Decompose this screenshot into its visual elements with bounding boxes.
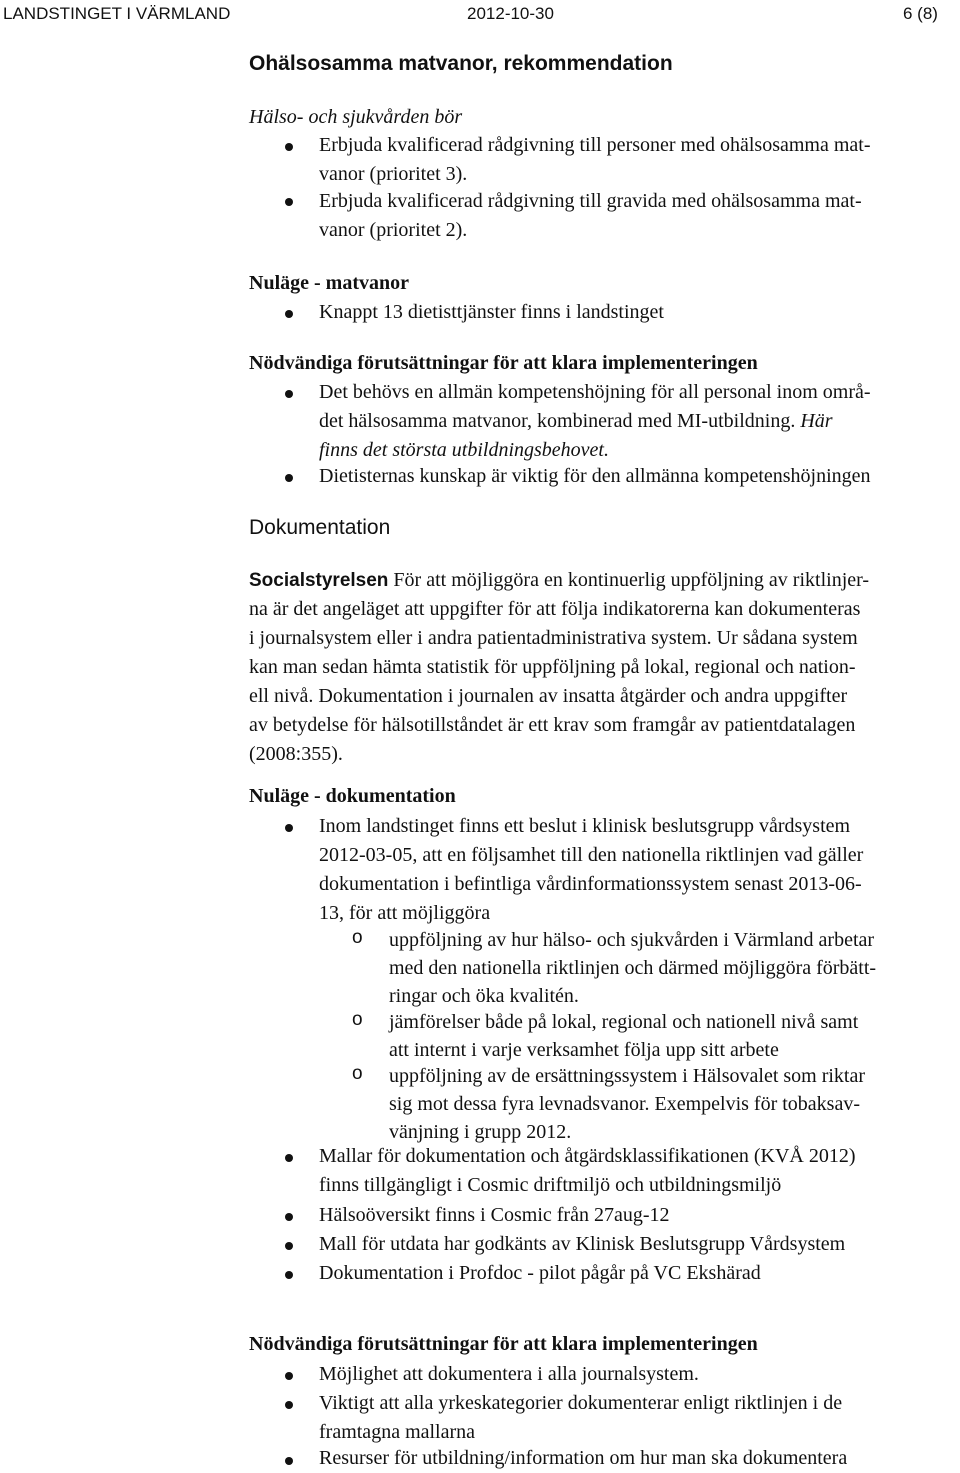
nodv2-item-1: Möjlighet att dokumentera i alla journalsystem. [319, 1363, 699, 1385]
bullet-icon [285, 1213, 293, 1221]
bullet-icon [285, 1154, 293, 1162]
nulage-dok-item-5: Dokumentation i Profdoc - pilot pågår på VC Ekshärad [319, 1262, 761, 1284]
bullet-icon [285, 474, 293, 482]
header-page: 6 (8) [903, 4, 938, 23]
sub-item-3: uppföljning av de ersättningssystem i Hälsovalet som riktar sig mot dessa fyra levnadsvanor. Exempelvis för tobaksav- vänjning i grupp 2012. [389, 1065, 866, 1143]
nulage-dok-heading: Nuläge - dokumentation [249, 785, 456, 807]
rec-item-1: Erbjuda kvalificerad rådgivning till personer med ohälsosamma mat- vanor (prioritet 3). [319, 134, 871, 185]
nodv1-item-1: Det behövs en allmän kompetenshöjning för all personal inom områ- det hälsosamma matvanor, kombinerad med MI-utbildning. Här finns det största utbildningsbehovet. [319, 381, 871, 461]
nulage-dok-item-1: Inom landstinget finns ett beslut i klinisk beslutsgrupp vårdsystem 2012-03-05, att en följsamhet till den nationella riktlinjen vad gäller dokumentation i befintliga vårdinformationssystem senast 2013-06- 13, för att möjliggöra [319, 815, 864, 924]
sub-item-1: uppföljning av hur hälso- och sjukvården i Värmland arbetar med den nationella riktlinjen och därmed möjliggöra förbätt- ringar och öka kvalitén. [389, 929, 877, 1007]
nodv1-item-2: Dietisternas kunskap är viktig för den allmänna kompetenshöjningen [319, 465, 871, 487]
nodv2-heading: Nödvändiga förutsättningar för att klara implementeringen [249, 1333, 758, 1355]
dokumentation-paragraph: Socialstyrelsen För att möjliggöra en kontinuerlig uppföljning av riktlinjer- na är det angeläget att uppgifter för att följa indikatorerna kan dokumenteras i journalsystem eller i andra patientadministrativa system. Ur sådana system kan man sedan hämta statistik för uppföljning på lokal, regional och nation- ell nivå. Dokumentation i journalen av insatta åtgärder och andra uppgifter av betydelse för hälsotillståndet är ett krav som framgår av patientdatalagen (2008:355). [249, 569, 870, 765]
bullet-icon [285, 390, 293, 398]
rec-item-2: Erbjuda kvalificerad rådgivning till gravida med ohälsosamma mat- vanor (prioritet 2). [319, 190, 862, 241]
rec-intro: Hälso- och sjukvården bör [249, 106, 463, 128]
circle-bullet-icon: o [352, 927, 363, 948]
nulage-dok-item-2: Mallar för dokumentation och åtgärdsklassifikationen (KVÅ 2012) finns tillgängligt i Cosmic driftmiljö och utbildningsmiljö [319, 1145, 856, 1196]
nulage-dok-item-3: Hälsoöversikt finns i Cosmic från 27aug-12 [319, 1204, 670, 1226]
nodv1-heading: Nödvändiga förutsättningar för att klara implementeringen [249, 352, 758, 374]
bullet-icon [285, 198, 293, 206]
bullet-icon [285, 310, 293, 318]
nulage-matvanor-heading: Nuläge - matvanor [249, 272, 409, 294]
bullet-icon [285, 1372, 293, 1380]
section-title: Ohälsosamma matvanor, rekommendation [249, 52, 673, 75]
bullet-icon [285, 824, 293, 832]
bullet-icon [285, 1401, 293, 1409]
bullet-icon [285, 1271, 293, 1279]
header-date: 2012-10-30 [467, 4, 554, 23]
nulage-matvanor-item: Knappt 13 dietisttjänster finns i landstinget [319, 301, 664, 323]
circle-bullet-icon: o [352, 1009, 363, 1030]
circle-bullet-icon: o [352, 1063, 363, 1084]
bullet-icon [285, 1457, 293, 1465]
nodv2-item-2: Viktigt att alla yrkeskategorier dokumenterar enligt riktlinjen i de framtagna mallarna [319, 1392, 843, 1443]
nodv2-item-3: Resurser för utbildning/information om hur man ska dokumentera [319, 1447, 848, 1469]
nulage-dok-item-4: Mall för utdata har godkänts av Klinisk Beslutsgrupp Vårdsystem [319, 1233, 846, 1255]
bullet-icon [285, 1242, 293, 1250]
sub-item-2: jämförelser både på lokal, regional och nationell nivå samt att internt i varje verksamhet följa upp sitt arbete [389, 1011, 859, 1061]
bullet-icon [285, 143, 293, 151]
dokumentation-heading: Dokumentation [249, 516, 391, 539]
header-org: LANDSTINGET I VÄRMLAND [3, 4, 231, 23]
